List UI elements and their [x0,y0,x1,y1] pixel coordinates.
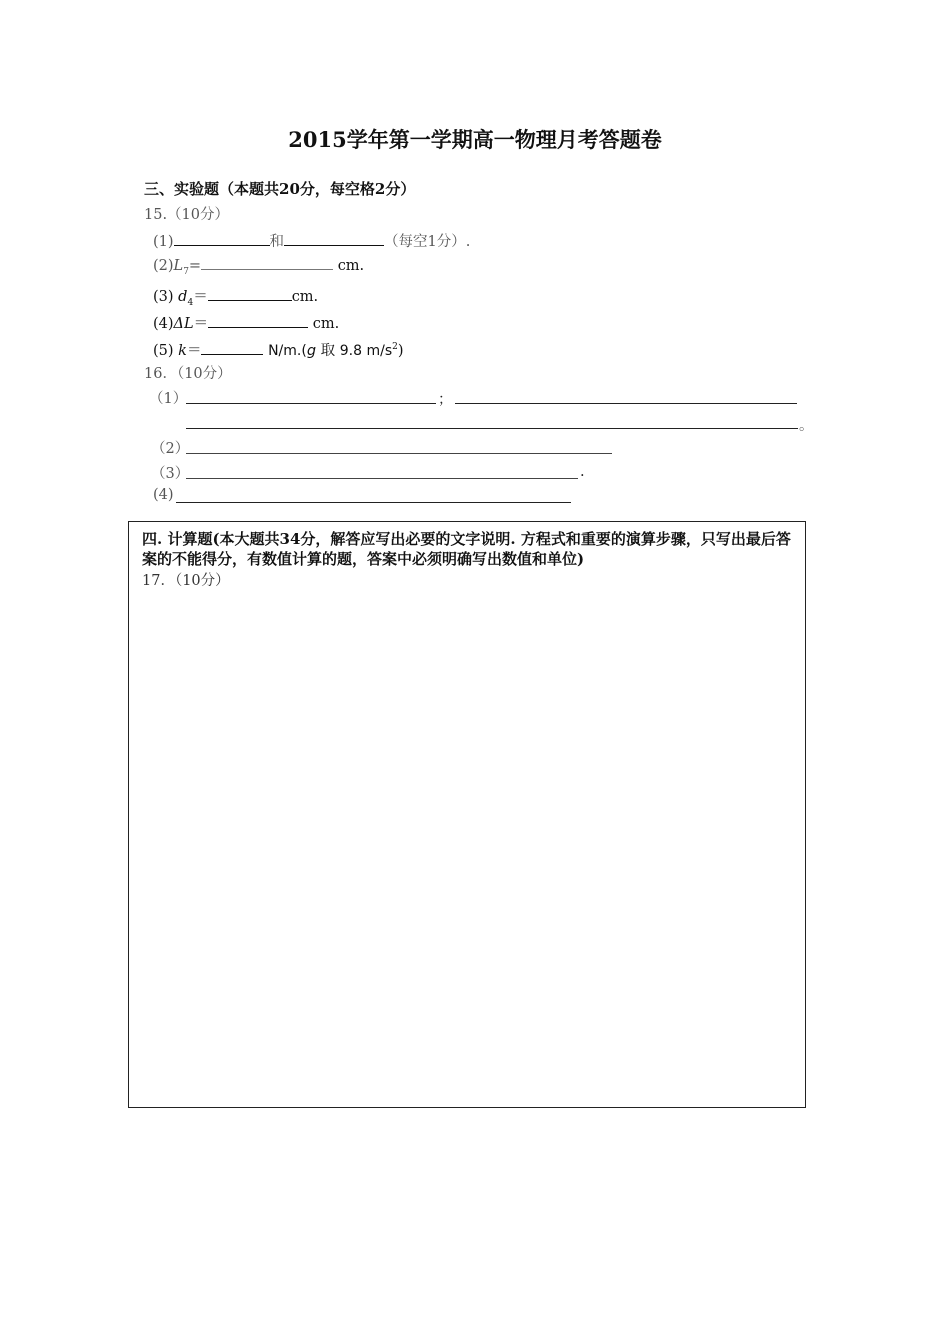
q16-p4-prefix: (4) [153,487,174,503]
q15-p5-sup: 2 [392,342,398,353]
q15-p3-unit: cm. [291,289,319,305]
q15-p1-blank-b[interactable] [284,233,384,246]
q16-p4-blank[interactable] [176,502,571,503]
q15-p3-var: d [178,289,188,305]
calculation-answer-box[interactable] [128,521,806,1108]
q15-p5-close: ) [397,343,404,359]
q16-p2-prefix: （2） [151,441,190,457]
q15-p5-var: k [178,343,187,359]
q15-p1-prefix: (1) [153,234,174,250]
q16-p1-blank-b[interactable] [455,403,797,404]
q16-p1-sep: ； [438,392,453,408]
q15-p1-suffix: （每空1分）. [384,234,471,250]
q15-part2 [153,257,364,277]
q15-p2-sub: 7 [183,266,189,277]
q16-p3-prefix: （3） [151,466,190,482]
q15-p5-prefix: (5) [153,343,174,359]
q15-p4-var: ΔL [173,316,194,332]
q15-p2-prefix: (2) [153,258,174,274]
q15-p3-sub: 4 [187,297,194,308]
q16-p3-end: . [580,464,585,480]
q16-p1-blank-a[interactable] [186,403,436,404]
q15-p4-unit: cm. [312,316,340,332]
q15-p5-blank[interactable] [201,342,263,355]
q15-p2-unit: cm. [337,258,365,274]
q15-p3-prefix: (3) [153,289,174,305]
q15-p4-eq: ＝ [193,316,209,332]
q15-p2-blank[interactable] [201,257,333,270]
q16-p2-blank[interactable] [186,453,612,454]
q15-p5-g: g [306,343,317,359]
q16-p1-prefix: （1） [149,391,188,407]
q15-p5-take: 取 [320,343,336,359]
q15-p4-prefix: (4) [153,316,174,332]
q15-part4 [153,312,339,333]
page-title: 2015学年第一学期高一物理月考答题卷 [288,127,662,152]
q15-p3-eq: ＝ [193,289,208,305]
q15-part3 [153,285,318,308]
q15-p1-blank-a[interactable] [174,233,270,246]
section4-heading: 四. 计算题(本大题共34分，解答应写出必要的文字说明. 方程式和重要的演算步骤，只写出最后答案的不能得分，有数值计算的题，答案中必须明确写出数值和单位) [142,530,791,568]
q15-p5-eq: ＝ [186,343,202,359]
q15-label: 15.（10分） [144,207,230,223]
q15-p3-blank[interactable] [208,288,292,301]
q15-p5-gval: 9.8 m/s [339,343,393,359]
q15-p2-eq: = [188,258,202,274]
q16-p1-end: 。 [799,418,814,434]
q15-part5 [153,339,404,360]
q17-label: 17．（10分） [142,573,230,589]
section3-heading: 三、实验题（本题共20分，每空格2分） [144,180,416,198]
q16-label: 16．（10分） [144,366,232,382]
q16-p1-blank-c[interactable] [186,428,798,429]
q15-p1-mid: 和 [269,234,285,250]
q15-p4-blank[interactable] [208,315,308,328]
q15-p5-unit: N/m.( [268,343,307,359]
q16-p3-blank[interactable] [186,478,578,479]
q15-p2-var: L [173,258,184,274]
q15-part1 [153,230,470,251]
